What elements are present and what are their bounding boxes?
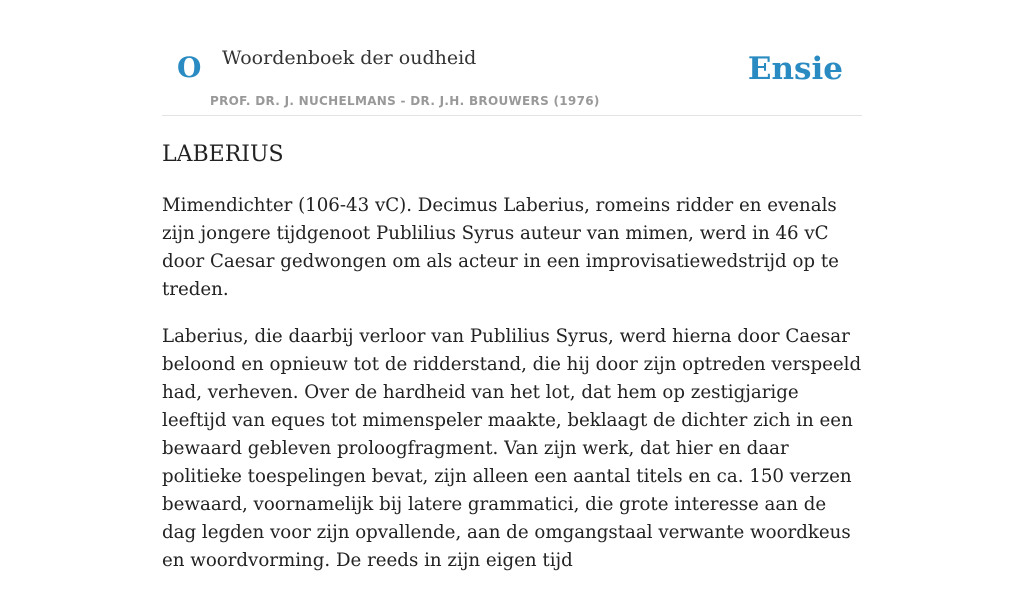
- entry-paragraph: Laberius, die daarbij verloor van Publilius Syrus, werd hierna door Caesar beloond en opnieuw tot de ridderstand, die hij door zijn optreden verspeeld had, verheven. Over de hardheid van het lot, dat hem op zestigjarige leeftijd van eques tot mimenspeler maakte, beklaagt de dichter zich in een bewaard gebleven proloogfragment. Van zijn werk, dat hier en daar politieke toespelingen bevat, zijn alleen een aantal titels en ca. 150 verzen bewaard, voornamelijk bij latere grammatici, die grote interesse aan de dag legden voor zijn opvallende, aan de omgangstaal verwante woordkeus en woordvorming. De reeds in zijn eigen tijd: [162, 326, 862, 571]
- book-title-link[interactable]: Woordenboek der oudheid: [222, 47, 477, 69]
- entry-paragraph: Mimendichter (106-43 vC). Decimus Laberius, romeins ridder en evenals zijn jongere tijdgenoot Publilius Syrus auteur van mimen, werd in 46 vC door Caesar gedwongen om als acteur in een improvisatiewedstrijd op te treden.: [162, 195, 839, 300]
- entry-title: LABERIUS: [162, 142, 284, 167]
- article-page: [162, 0, 862, 571]
- source-letter-icon[interactable]: O: [177, 51, 202, 84]
- ensie-logo-link[interactable]: Ensie: [747, 51, 843, 87]
- source-header: [162, 0, 862, 116]
- book-authors: PROF. DR. J. NUCHELMANS - DR. J.H. BROUWERS (1976): [210, 94, 600, 108]
- entry-body: [162, 192, 862, 594]
